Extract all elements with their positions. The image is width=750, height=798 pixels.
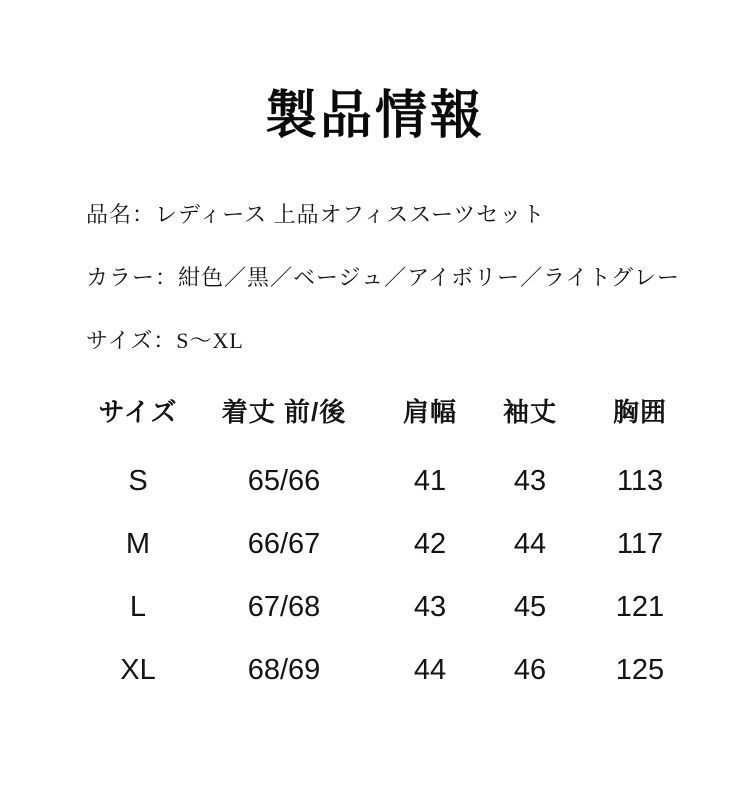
column-header-chest: 胸囲 — [612, 396, 667, 427]
cell-size: M — [125, 527, 151, 560]
table-row-m — [88, 513, 750, 576]
size-table-header-row — [88, 392, 750, 427]
cell-length: 66/67 — [247, 527, 321, 560]
cell-shoulder: 41 — [413, 464, 447, 497]
column-header-shoulder-width: 肩幅 — [402, 396, 457, 427]
column-header-size: サイズ — [98, 396, 178, 427]
cell-size: L — [129, 590, 147, 623]
cell-sleeve: 43 — [513, 464, 547, 497]
table-row-s — [88, 450, 750, 513]
cell-length: 68/69 — [247, 653, 321, 686]
cell-chest: 113 — [616, 464, 664, 497]
cell-shoulder: 42 — [413, 527, 447, 560]
table-row-xl — [88, 639, 750, 702]
column-header-sleeve-length: 袖丈 — [502, 396, 557, 427]
cell-size: XL — [120, 653, 156, 686]
product-size-range-line: サイズ：S〜XL — [86, 327, 244, 353]
product-name-line: 品名：レディース 上品オフィススーツセット — [86, 201, 546, 227]
cell-chest: 117 — [616, 527, 664, 560]
page-title: 製品情報 — [264, 88, 485, 145]
column-header-length-front-back: 着丈 前/後 — [221, 396, 347, 427]
size-table — [0, 392, 750, 702]
cell-shoulder: 44 — [413, 653, 447, 686]
cell-sleeve: 46 — [513, 653, 547, 686]
cell-shoulder: 43 — [413, 590, 447, 623]
cell-sleeve: 45 — [513, 590, 547, 623]
cell-length: 65/66 — [247, 464, 321, 497]
cell-length: 67/68 — [247, 590, 321, 623]
product-specs — [86, 203, 710, 353]
cell-chest: 125 — [615, 653, 665, 686]
cell-size: S — [128, 464, 148, 497]
table-row-l — [88, 576, 750, 639]
product-color-line: カラー：紺色／黒／ベージュ／アイボリー／ライトグレー — [86, 264, 681, 290]
cell-chest: 121 — [615, 590, 665, 623]
cell-sleeve: 44 — [513, 527, 547, 560]
